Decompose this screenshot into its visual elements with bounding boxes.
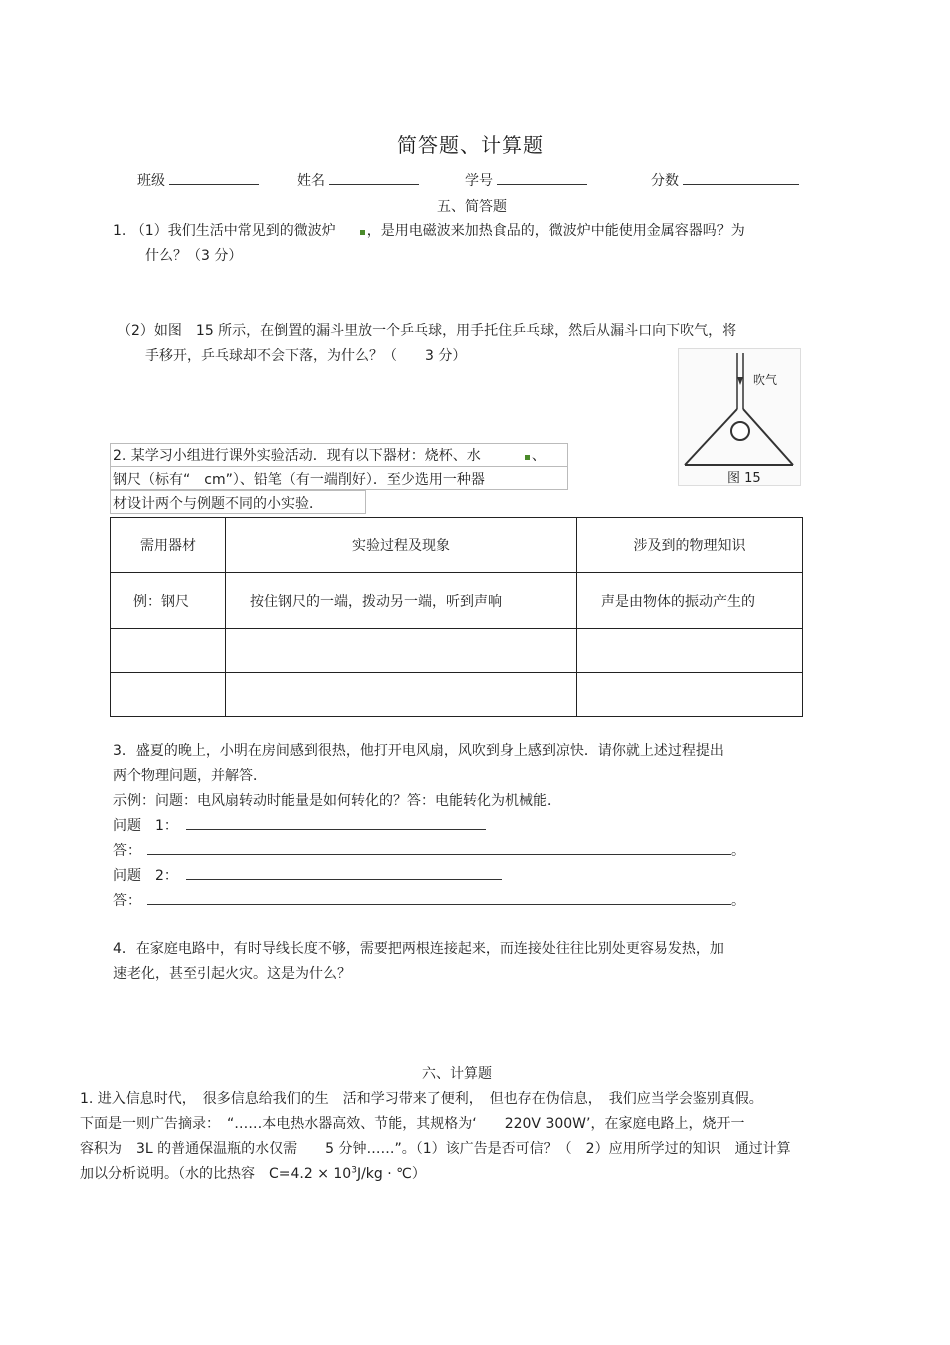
- q3-answer2: [113, 890, 745, 910]
- table-cell: 声是由物体的振动产生的: [577, 573, 803, 629]
- s6-q1-line1: 1. 进入信息时代， 很多信息给我们的生 活和学习带来了便利， 但也存在伪信息， 我们应当学会鉴别真假。: [80, 1091, 763, 1107]
- q1-part1-line1: [113, 220, 745, 240]
- q3-problem1-label: 问题 1：: [113, 818, 178, 834]
- q3-problem2: [113, 865, 502, 885]
- figure-label: 吹气: [753, 373, 778, 387]
- q1-part2-line2: 手移开，乒乓球却不会下落，为什么？（ 3 分）: [145, 348, 467, 364]
- q4-line1: 4．在家庭电路中，有时导线长度不够，需要把两根连接起来，而连接处往往比别处更容易发热，加: [113, 941, 724, 957]
- id-blank[interactable]: [497, 170, 587, 185]
- marker-icon: [360, 230, 365, 235]
- q3-problem1-blank[interactable]: [186, 815, 486, 830]
- q3-answer1-label: 答：: [113, 843, 141, 859]
- table-cell[interactable]: [226, 673, 577, 717]
- q3-answer1: [113, 840, 745, 860]
- q1-part2-line1: （2）如图 15 所示，在倒置的漏斗里放一个乒乓球，用手托住乒乓球，然后从漏斗口向下吹气，将: [117, 323, 737, 339]
- q3-example: 示例：问题：电风扇转动时能量是如何转化的？答：电能转化为机械能．: [113, 793, 561, 809]
- q4-line2: 速老化，甚至引起火灾。这是为什么？: [113, 966, 351, 982]
- q3-line2: 两个物理问题，并解答．: [113, 768, 267, 784]
- table-header-cell: 实验过程及现象: [226, 518, 577, 573]
- table-cell[interactable]: [226, 629, 577, 673]
- marker-icon: [525, 455, 530, 460]
- table-header-cell: 需用器材: [111, 518, 226, 573]
- q3-answer1-period: 。: [731, 843, 745, 859]
- table-cell[interactable]: [111, 629, 226, 673]
- score-label: 分数: [651, 173, 679, 189]
- s6-q1-line4-sup: 3: [351, 1165, 357, 1176]
- table-cell[interactable]: [577, 629, 803, 673]
- table-cell[interactable]: [577, 673, 803, 717]
- q2-line3: 材设计两个与例题不同的小实验．: [113, 496, 323, 512]
- s6-q1-line4-a: 加以分析说明。（水的比热容 C=4.2 × 10: [80, 1166, 352, 1182]
- q3-line1: 3．盛夏的晚上，小明在房间感到很热，他打开电风扇，风吹到身上感到凉快．请你就上述过程提出: [113, 743, 724, 759]
- name-label: 姓名: [297, 173, 325, 189]
- q3-problem2-blank[interactable]: [186, 865, 502, 880]
- funnel-figure: [678, 348, 801, 486]
- name-blank[interactable]: [329, 170, 419, 185]
- section6-heading: 六、计算题: [422, 1066, 492, 1082]
- id-field[interactable]: [465, 170, 587, 190]
- s6-q1-line2: 下面是一则广告摘录： “……本电热水器高效、节能，其规格为‘ 220V 300W’，在家庭电路上，烧开一: [80, 1116, 745, 1132]
- q3-answer1-blank[interactable]: [147, 840, 731, 855]
- score-blank[interactable]: [683, 170, 799, 185]
- s6-q1-line4: [80, 1163, 426, 1183]
- table-cell: 按住钢尺的一端，拨动另一端，听到声响: [226, 573, 577, 629]
- q3-answer2-period: 。: [731, 893, 745, 909]
- id-label: 学号: [465, 173, 493, 189]
- q2-line2: 钢尺（标有“ cm”）、铅笔（有一端削好）．至少选用一种器: [113, 472, 485, 488]
- funnel-diagram-icon: [679, 349, 800, 485]
- experiment-table: [110, 517, 803, 717]
- class-label: 班级: [137, 173, 165, 189]
- q3-problem1: [113, 815, 486, 835]
- table-header-row: [111, 518, 803, 573]
- section5-heading: 五、简答题: [437, 199, 507, 215]
- table-cell: 例：钢尺: [111, 573, 226, 629]
- class-blank[interactable]: [169, 170, 259, 185]
- s6-q1-line4-b: J/kg · ℃）: [356, 1166, 426, 1182]
- s6-q1-line3: 容积为 3L 的普通保温瓶的水仅需 5 分钟……”。（1）该广告是否可信？（ 2）应用所学过的知识 通过计算: [80, 1141, 791, 1157]
- q2-line1: [113, 445, 546, 465]
- page-title: 简答题、计算题: [397, 133, 544, 157]
- q1-part1-text-b: ，是用电磁波来加热食品的，微波炉中能使用金属容器吗？为: [366, 223, 745, 239]
- q2-line1-text: 2. 某学习小组进行课外实验活动．现有以下器材：烧杯、水: [113, 448, 481, 464]
- name-field[interactable]: [297, 170, 419, 190]
- q1-part1-line2: 什么？（3 分）: [145, 248, 243, 264]
- table-row[interactable]: [111, 673, 803, 717]
- q2-line1-tail: 、: [531, 448, 546, 464]
- table-cell[interactable]: [111, 673, 226, 717]
- q3-answer2-blank[interactable]: [147, 890, 731, 905]
- q1-part1-text-a: 1. （1）我们生活中常见到的微波炉: [113, 223, 336, 239]
- table-row[interactable]: [111, 629, 803, 673]
- class-field[interactable]: [137, 170, 259, 190]
- q3-problem2-label: 问题 2：: [113, 868, 178, 884]
- table-row: [111, 573, 803, 629]
- figure-caption: 图 15: [727, 471, 761, 486]
- table-header-cell: 涉及到的物理知识: [577, 518, 803, 573]
- score-field[interactable]: [651, 170, 799, 190]
- q3-answer2-label: 答：: [113, 893, 141, 909]
